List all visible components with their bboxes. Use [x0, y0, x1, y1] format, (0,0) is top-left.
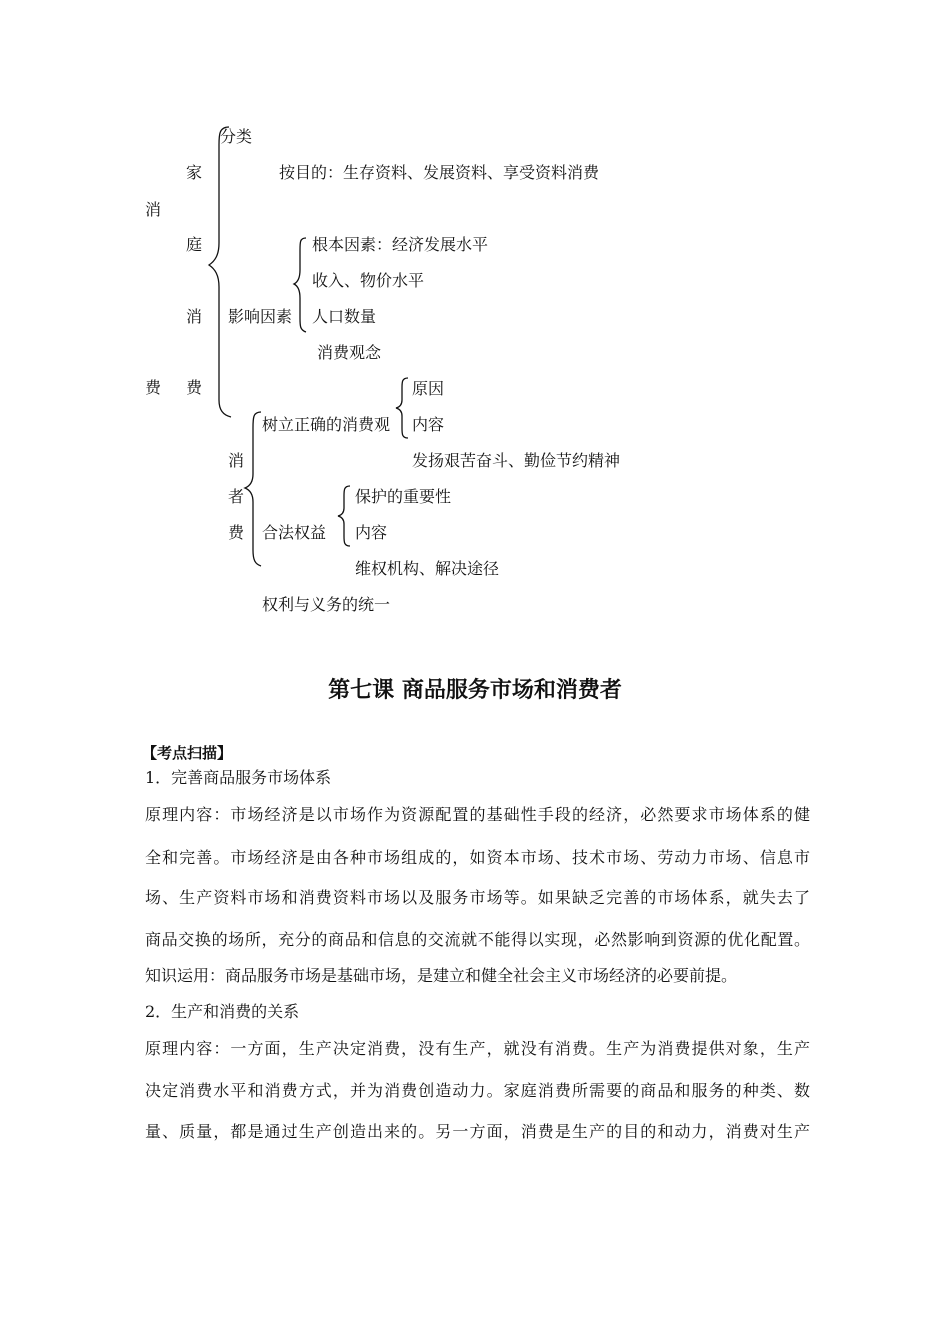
correct-view-item: 内容	[412, 415, 445, 434]
correct-view-label: 树立正确的消费观	[262, 415, 391, 434]
classification-label: 分类	[220, 127, 253, 146]
rights-brace	[336, 484, 354, 548]
lesson-title: 第七课 商品服务市场和消费者	[328, 678, 622, 703]
rights-item: 内容	[355, 523, 388, 542]
rights-label: 合法权益	[262, 523, 327, 542]
purpose-line: 按目的：生存资料、发展资料、享受资料消费	[279, 163, 600, 182]
influence-item: 人口数量	[312, 307, 377, 326]
unity-line: 权利与义务的统一	[262, 595, 391, 614]
paragraph-line: 商品交换的场所，充分的商品和信息的交流就不能得以实现，必然影响到资源的优化配置。	[145, 930, 810, 949]
paragraph-line: 知识运用：商品服务市场是基础市场，是建立和健全社会主义市场经济的必要前提。	[145, 966, 738, 985]
paragraph-line: 全和完善。市场经济是由各种市场组成的，如资本市场、技术市场、劳动力市场、信息市	[145, 848, 810, 867]
correct-view-item: 原因	[412, 379, 445, 398]
paragraph-line: 原理内容：一方面，生产决定消费，没有生产，就没有消费。生产为消费提供对象，生产	[145, 1039, 810, 1058]
paragraph-line: 决定消费水平和消费方式，并为消费创造动力。家庭消费所需要的商品和服务的种类、数	[145, 1081, 810, 1100]
spirit-line: 发扬艰苦奋斗、勤俭节约精神	[412, 451, 621, 470]
influence-item: 根本因素：经济发展水平	[312, 235, 489, 254]
consumer-char: 者	[228, 487, 245, 506]
family-char: 庭	[186, 235, 203, 254]
root-char: 费	[145, 378, 162, 397]
rights-item: 保护的重要性	[355, 487, 452, 506]
section-heading: 【考点扫描】	[142, 744, 233, 762]
point-heading: 1．完善商品服务市场体系	[145, 768, 332, 787]
influence-label: 影响因素	[228, 307, 293, 326]
influence-brace	[292, 236, 312, 336]
influence-item: 消费观念	[317, 343, 382, 362]
family-char: 家	[186, 163, 203, 182]
family-char: 消	[186, 307, 203, 326]
root-char: 消	[145, 200, 162, 219]
consumer-char: 消	[228, 451, 245, 470]
family-brace	[205, 125, 245, 425]
paragraph-line: 原理内容：市场经济是以市场作为资源配置的基础性手段的经济，必然要求市场体系的健	[145, 805, 810, 824]
paragraph-line: 场、生产资料市场和消费资料市场以及服务市场等。如果缺乏完善的市场体系，就失去了	[145, 888, 810, 907]
paragraph-line: 量、质量，都是通过生产创造出来的。另一方面，消费是生产的目的和动力，消费对生产	[145, 1122, 810, 1141]
rights-org-line: 维权机构、解决途径	[355, 559, 500, 578]
consumer-char: 费	[228, 523, 245, 542]
family-char: 费	[186, 378, 203, 397]
point-heading: 2．生产和消费的关系	[145, 1002, 300, 1021]
correct-view-brace	[394, 376, 412, 440]
influence-item: 收入、物价水平	[312, 271, 425, 290]
